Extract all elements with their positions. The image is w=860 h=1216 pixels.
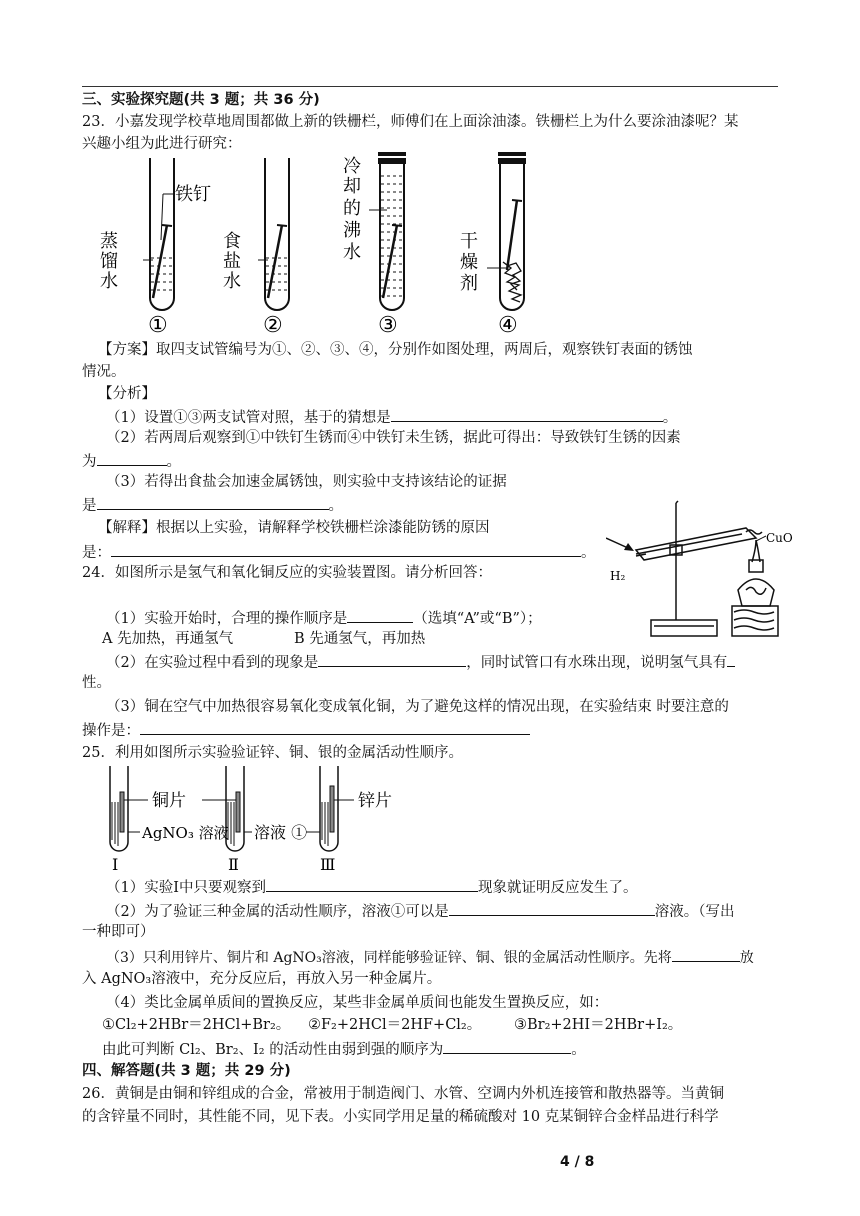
salt-water-label-3: 水 (223, 271, 241, 292)
cooled-water-label-4: 沸 (343, 220, 361, 241)
q23-part3-line1: （3）若得出食盐会加速金属锈蚀，则实验中支持该结论的证据 (106, 474, 507, 490)
salt-water-label-1: 食 (223, 231, 241, 252)
nail-label: 铁钉 (175, 184, 211, 205)
q25-part5-end: 。 (571, 1042, 586, 1058)
agno3-solution-label: AgNO₃ 溶液 (142, 824, 229, 842)
tube-number-2: ② (263, 313, 283, 335)
q26-line2: 的含锌量不同时，其性能不同，见下表。小实同学用足量的稀硫酸对 10 克某铜锌合金样品进行科学 (82, 1109, 719, 1125)
q24-answer3-blank[interactable] (727, 651, 735, 667)
q23-explain-prefix: 是： (82, 545, 111, 561)
q25-part2-end: 溶液。（写出 (654, 904, 735, 920)
q23-answer1-blank[interactable] (391, 406, 663, 422)
q24-part1 (106, 607, 542, 629)
q23-part1-text: （1）设置①③两支试管对照，基于的猜想是 (106, 410, 391, 426)
q25-part4: （4）类比金属单质间的置换反应，某些非金属单质间也能发生置换反应，如： (106, 995, 609, 1011)
q25-part5 (102, 1038, 586, 1060)
cooled-water-label-3: 的 (343, 198, 361, 219)
q25-part2-line2: 一种即可） (82, 924, 155, 940)
zinc-sheet-label: 锌片 (358, 791, 392, 811)
q23-part3-prefix: 是 (82, 498, 97, 514)
q25-part3-line2: 入 AgNO₃溶液中，充分反应后，再放入另一种金属片。 (82, 971, 442, 987)
q24-answer1-blank[interactable] (347, 607, 413, 623)
q25-part2-text: （2）为了验证三种金属的活动性顺序，溶液①可以是 (106, 904, 449, 920)
q23-explain-line1: 【解释】根据以上实验，请解释学校铁栅栏涂漆能防锈的原因 (98, 520, 490, 536)
q23-answer3-blank[interactable] (97, 494, 329, 510)
section-heading: 三、实验探究题(共 3 题；共 36 分) (82, 92, 320, 108)
q25-answer2-blank[interactable] (449, 900, 655, 916)
q23-plan-line1: 【方案】取四支试管编号为①、②、③、④，分别作如图处理，两周后，观察铁钉表面的锈蚀 (98, 342, 693, 358)
distilled-water-label-1: 蒸 (100, 231, 118, 252)
q23-explain-end: 。 (581, 545, 596, 561)
desiccant-label-2: 燥 (460, 252, 478, 273)
q25-answer3-blank[interactable] (672, 946, 740, 962)
q24-stem: 24．如图所示是氢气和氧化铜反应的实验装置图。请分析回答： (82, 565, 492, 581)
q23-explain-line2 (82, 541, 596, 563)
page-number: 4 / 8 (560, 1154, 595, 1170)
cooled-water-label-2: 却 (343, 176, 361, 197)
q24-answer4-blank[interactable] (140, 719, 530, 735)
q23-part2-line1: （2）若两周后观察到①中铁钉生锈而④中铁钉未生锈，据此可得出：导致铁钉生锈的因素 (106, 430, 681, 446)
desiccant-label-1: 干 (460, 231, 478, 252)
tube-label-2: Ⅱ (228, 855, 239, 872)
q25-part5-text: 由此可判断 Cl₂、Br₂、I₂ 的活动性由弱到强的顺序为 (102, 1042, 444, 1058)
q24-part3-line2 (82, 719, 530, 741)
q24-part2 (106, 651, 735, 673)
tube-number-3: ③ (378, 313, 398, 335)
q25-equation-3: ③Br₂+2HI＝2HBr+I₂。 (514, 1017, 683, 1033)
q25-part3-end: 放 (739, 950, 754, 966)
q25-equation-1: ①Cl₂+2HBr＝2HCl+Br₂。 (102, 1017, 291, 1033)
q24-option-b: B 先通氢气，再加热 (294, 631, 426, 647)
cooled-water-label-5: 水 (343, 242, 361, 263)
section-heading-4: 四、解答题(共 3 题；共 29 分) (82, 1063, 291, 1079)
desiccant-label-3: 剂 (460, 273, 478, 294)
q23-answer2-blank[interactable] (97, 450, 167, 466)
h2-label: H₂ (610, 569, 626, 583)
cuo-label: CuO (766, 531, 793, 545)
q23-part2-line2 (82, 450, 181, 472)
q24-part3-prefix: 操作是： (82, 723, 140, 739)
q25-equation-2: ②F₂+2HCl＝2HF+Cl₂。 (308, 1017, 482, 1033)
q24-part3-line1: （3）铜在空气中加热很容易氧化变成氧化铜，为了避免这样的情况出现，在实验结束 时要注意的 (106, 699, 729, 715)
q23-part1-end: 。 (662, 410, 678, 426)
tube-number-1: ① (148, 313, 168, 335)
q23-test-tubes-figure (95, 150, 555, 335)
q24-option-a: A 先加热，再通氢气 (102, 631, 234, 647)
copper-sheet-label: 铜片 (152, 791, 186, 811)
q23-part3-line2 (82, 494, 343, 516)
distilled-water-label-3: 水 (100, 271, 118, 292)
tube-label-3: Ⅲ (320, 855, 336, 872)
q24-part1-end: （选填“A”或“B”）； (413, 611, 542, 627)
q25-part1-text: （1）实验Ⅰ中只要观察到 (106, 880, 266, 896)
q25-test-tubes-figure (102, 762, 402, 872)
q23-part1 (106, 406, 677, 428)
q24-part2-end: 性。 (82, 675, 111, 691)
solution1-label: 溶液 ① (254, 823, 308, 842)
q25-answer1-blank[interactable] (266, 876, 478, 892)
top-rule (82, 86, 778, 87)
q26-line1: 26．黄铜是由铜和锌组成的合金，常被用于制造阀门、水管、空调内外机连接管和散热器等。当黄铜 (82, 1086, 724, 1102)
tube-number-4: ④ (498, 313, 518, 335)
q25-part3-text: （3）只利用锌片、铜片和 AgNO₃溶液，同样能够验证锌、铜、银的金属活动性顺序。先将 (106, 950, 672, 966)
q23-stem-line2: 兴趣小组为此进行研究： (82, 136, 242, 152)
q25-part1-end: 现象就证明反应发生了。 (477, 880, 638, 896)
q24-answer2-blank[interactable] (318, 651, 466, 667)
q25-part1 (106, 876, 637, 898)
tube-label-1: Ⅰ (112, 855, 119, 872)
q25-stem: 25．利用如图所示实验验证锌、铜、银的金属活动性顺序。 (82, 745, 463, 761)
q23-plan-line2: 情况。 (82, 364, 126, 380)
distilled-water-label-2: 馏 (100, 251, 118, 272)
cooled-water-label-1: 冷 (343, 156, 361, 177)
q24-part2-text: （2）在实验过程中看到的现象是 (106, 655, 319, 671)
q23-analysis-label: 【分析】 (98, 386, 156, 402)
q23-explain-blank[interactable] (111, 541, 581, 557)
q25-part3-line1 (106, 946, 754, 968)
q23-stem-line1: 23．小嘉发现学校草地周围都做上新的铁栅栏，师傅们在上面涂油漆。铁栅栏上为什么要涂油漆呢？某 (82, 114, 739, 130)
q24-apparatus-figure (606, 498, 796, 643)
q25-part2 (106, 900, 734, 922)
q23-part2-prefix: 为 (82, 454, 97, 470)
q23-part3-end: 。 (328, 498, 343, 514)
q24-part1-text: （1）实验开始时，合理的操作顺序是 (106, 611, 348, 627)
q24-part2-mid: ，同时试管口有水珠出现，说明氢气具有 (466, 655, 728, 671)
q23-part2-end: 。 (166, 454, 181, 470)
q25-answer4-blank[interactable] (443, 1038, 571, 1054)
salt-water-label-2: 盐 (223, 251, 241, 272)
